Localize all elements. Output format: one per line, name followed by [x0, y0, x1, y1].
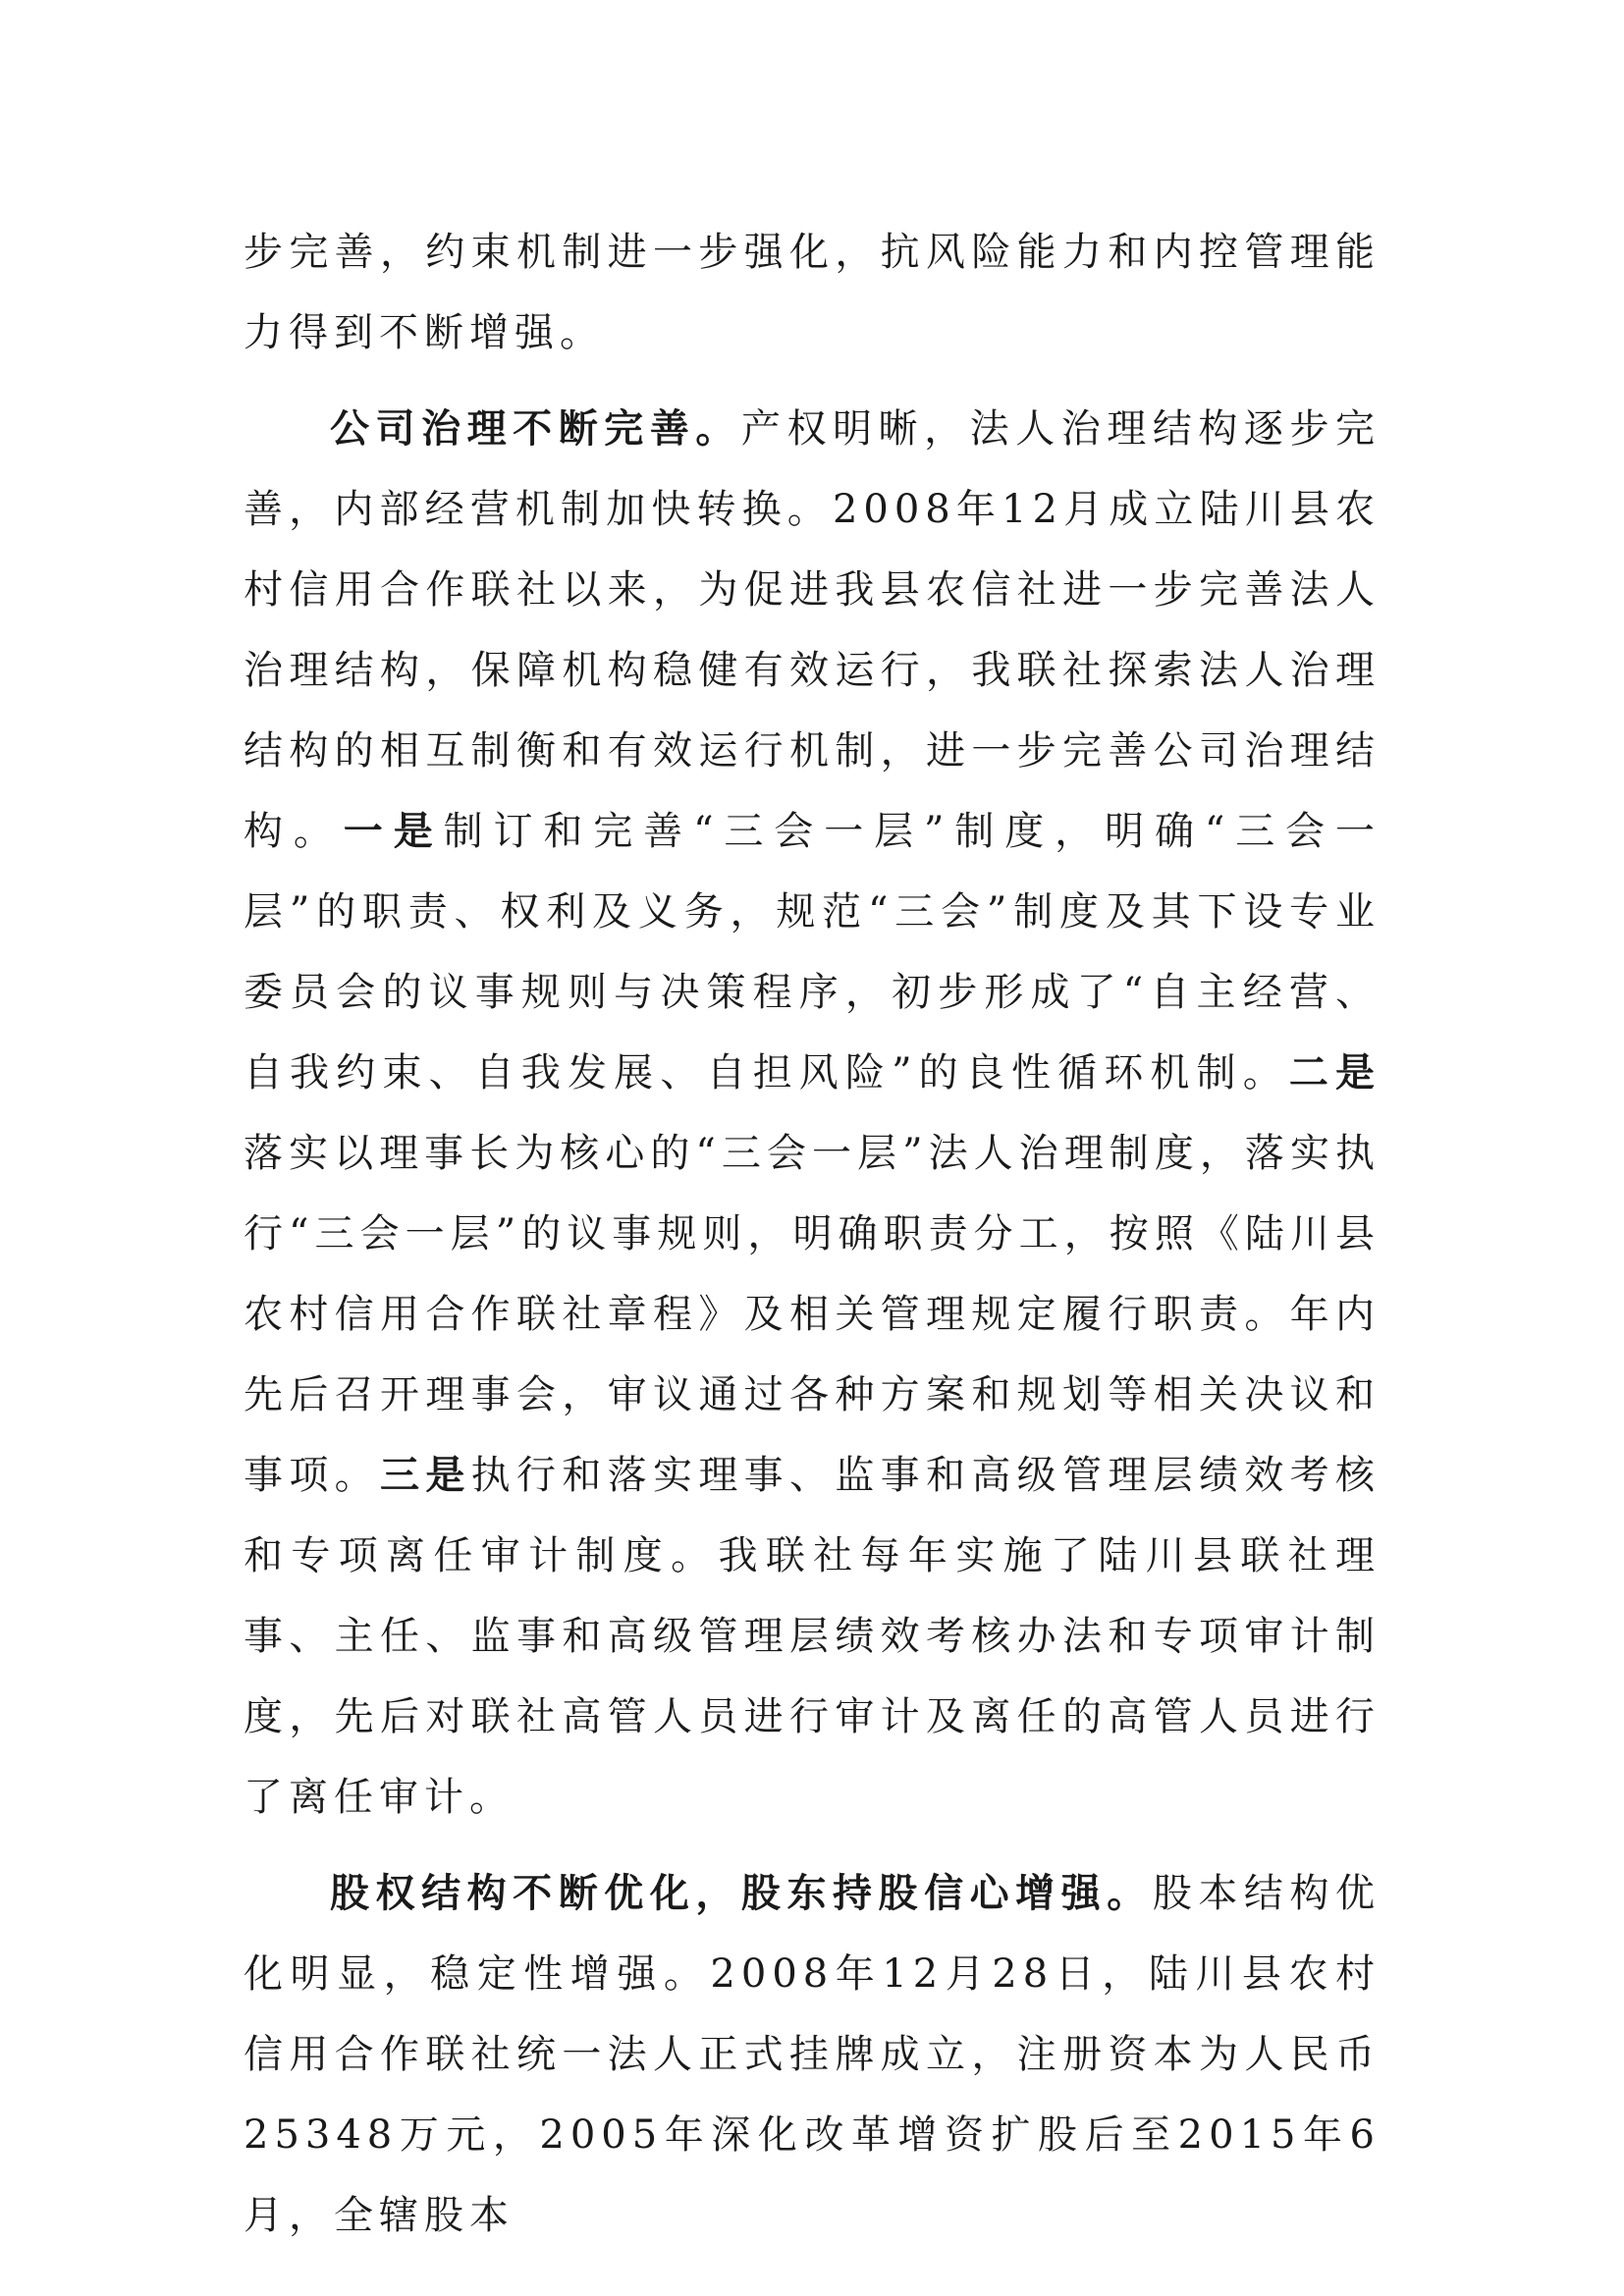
paragraph-corporate-governance [244, 389, 1380, 1838]
document-page [244, 212, 1380, 2256]
paragraph-text: 制订和完善“三会一层”制度，明确“三会一层”的职责、权利及义务，规范“三会”制度及其下设专业委员会的议事规则与决策程序，初步形成了“自主经营、自我约束、自我发展、自担风险”的良性循环机制。 [244, 809, 1380, 1095]
paragraph-continuation [244, 212, 1380, 373]
enumeration-marker: 一是 [343, 808, 444, 854]
paragraph-text: 落实以理事长为核心的“三会一层”法人治理制度，落实执行“三会一层”的议事规则，明确职责分工，按照《陆川县农村信用合作联社章程》及相关管理规定履行职责。年内先后召开理事会，审议通过各种方案和规划等相关决议和事项。 [244, 1131, 1380, 1498]
section-heading-inline: 公司治理不断完善。 [330, 405, 741, 452]
enumeration-marker: 三是 [380, 1452, 471, 1498]
enumeration-marker: 二是 [1288, 1049, 1381, 1095]
paragraph-text: 步完善，约束机制进一步强化，抗风险能力和内控管理能力得到不断增强。 [244, 230, 1380, 355]
section-heading-inline: 股权结构不断优化，股东持股信心增强。 [330, 1870, 1153, 1916]
paragraph-equity-structure [244, 1853, 1380, 2256]
paragraph-text: 股本结构优化明显，稳定性增强。2008年12月28日，陆川县农村信用合作联社统一法人正式挂牌成立，注册资本为人民币25348万元，2005年深化改革增资扩股后至2015年6月，全辖股本 [244, 1871, 1381, 2238]
paragraph-text: 产权明晰，法人治理结构逐步完善，内部经营机制加快转换。2008年12月成立陆川县农村信用合作联社以来，为促进我县农信社进一步完善法人治理结构，保障机构稳健有效运行，我联社探索法人治理结构的相互制衡和有效运行机制，进一步完善公司治理结构。 [244, 406, 1381, 854]
paragraph-text: 执行和落实理事、监事和高级管理层绩效考核和专项离任审计制度。我联社每年实施了陆川县联社理事、主任、监事和高级管理层绩效考核办法和专项审计制度，先后对联社高管人员进行审计及离任的高管人员进行了离任审计。 [244, 1453, 1381, 1820]
